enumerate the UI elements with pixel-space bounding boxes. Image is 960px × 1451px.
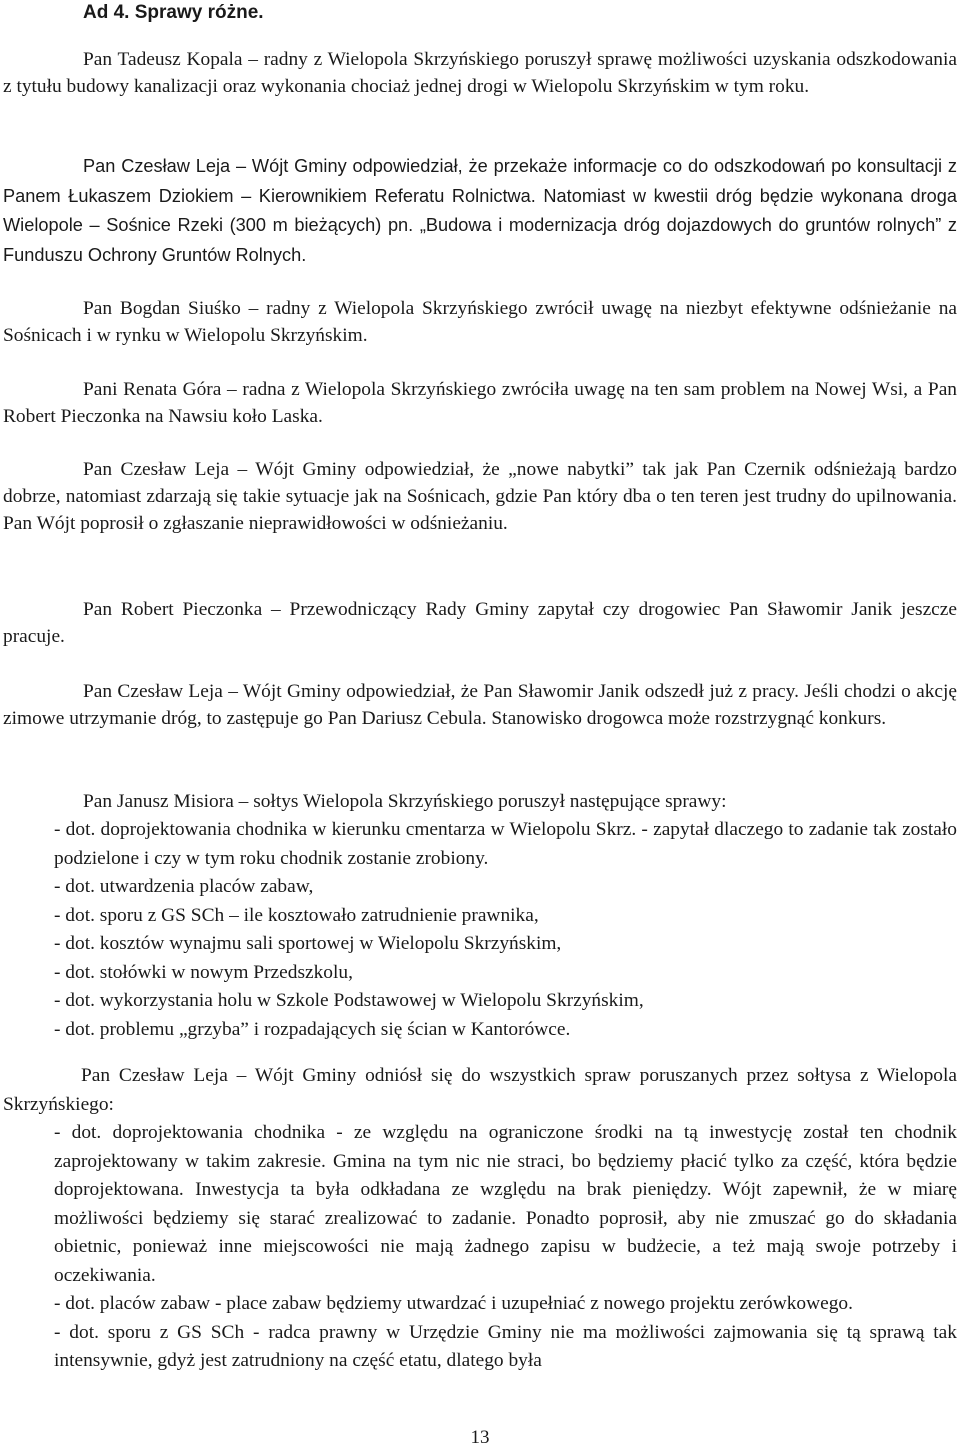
page-number: 13 (470, 1427, 490, 1448)
list-item: - dot. problemu „grzyba” i rozpadających się ścian w Kantorówce. (54, 1018, 571, 1040)
list-item: - dot. wykorzystania holu w Szkole Podstawowej w Wielopolu Skrzyńskim, (54, 990, 644, 1011)
section-heading: Ad 4. Sprawy różne. (83, 2, 264, 23)
list-item: - dot. kosztów wynajmu sali sportowej w Wielopolu Skrzyńskim, (54, 933, 562, 954)
paragraph-pieczonka: Pan Robert Pieczonka – Przewodniczący Rady Gminy zapytał czy drogowiec Pan Sławomir Janik jeszcze pracuje. (3, 599, 957, 648)
paragraph-leja-janik: Pan Czesław Leja – Wójt Gminy odpowiedział, że Pan Sławomir Janik odszedł już z pracy. Jeśli chodzi o akcję zimowe utrzymanie dróg, to zastępuje go Pan Dariusz Cebula. Stanowisko drogowca może rozstrzygnąć konkurs. (3, 681, 957, 730)
paragraph-leja-odszkodowania: Pan Czesław Leja – Wójt Gminy odpowiedział, że przekaże informacje co do odszkodowań po konsultacji z Panem Łukaszem Dziokiem – Kierownikiem Referatu Rolnictwa. Natomiast w kwestii dróg będzie wykonana droga Wielopole – Sośnice Rzeki (300 m bieżących) pn. „Budowa i modernizacja dróg dojazdowych do gruntów rolnych” z Funduszu Ochrony Gruntów Rolnych. (3, 156, 957, 265)
paragraph-misiora: Pan Janusz Misiora – sołtys Wielopola Skrzyńskiego poruszył następujące sprawy: (83, 791, 727, 812)
leja-responses-list (54, 1119, 957, 1376)
paragraph-siusko: Pan Bogdan Siuśko – radny z Wielopola Skrzyńskiego zwrócił uwagę na niezbyt efektywne odśnieżanie na Sośnicach i w rynku w Wielopolu Skrzyńskim. (3, 298, 957, 347)
paragraph-gora: Pani Renata Góra – radna z Wielopola Skrzyńskiego zwróciła uwagę na ten sam problem na Nowej Wsi, a Pan Robert Pieczonka na Nawsiu koło Laska. (3, 379, 957, 428)
list-item: - dot. utwardzenia placów zabaw, (54, 876, 314, 897)
list-item: - dot. sporu z GS SCh – ile kosztowało zatrudnienie prawnika, (54, 904, 539, 926)
list-item: - dot. doprojektowania chodnika - ze względu na ograniczone środki na tą inwestycję został ten chodnik zaprojektowany w takim zakresie. Gmina na tym nic nie straci, bo będziemy płacić tylko za część, która będzie doprojektowana. Inwestycja ta była odkładana ze względu na brak pieniędzy. Wójt zapewnił, że w miarę możliwości będziemy się starać zrealizować to zadanie. Ponadto poprosił, aby nie zmuszać go do składania obietnic, ponieważ inne miejscowości nie mają żadnego zapisu w budżecie, a też mają swoje potrzeby i oczekiwania. (54, 1122, 957, 1286)
list-item: - dot. stołówki w nowym Przedszkolu, (54, 961, 353, 983)
list-item: - dot. sporu z GS SCh - radca prawny w Urzędzie Gminy nie ma możliwości zajmowania się tą sprawą tak intensywnie, gdyż jest zatrudniony na część etatu, dlatego była (54, 1321, 957, 1371)
misiora-issues-list (54, 816, 957, 1044)
paragraph-leja-odsniezanie: Pan Czesław Leja – Wójt Gminy odpowiedział, że „nowe nabytki” tak jak Pan Czernik odśnieżają bardzo dobrze, natomiast zdarzają się takie sytuacje jak na Sośnicach, gdzie Pan który dba o ten teren jest trudny do upilnowania. Pan Wójt poprosił o zgłaszanie nieprawidłowości w odśnieżaniu. (3, 459, 957, 535)
list-item: - dot. placów zabaw - place zabaw będziemy utwardzać i uzupełniać z nowego projektu zerówkowego. (54, 1293, 853, 1314)
paragraph-kopala: Pan Tadeusz Kopala – radny z Wielopola Skrzyńskiego poruszył sprawę możliwości uzyskania odszkodowania z tytułu budowy kanalizacji oraz wykonania chociaż jednej drogi w Wielopolu Skrzyńskim w tym roku. (3, 49, 957, 98)
list-item: - dot. doprojektowania chodnika w kierunku cmentarza w Wielopolu Skrz. - zapytał dlaczego to zadanie tak zostało podzielone i czy w tym roku chodnik zostanie zrobiony. (54, 819, 957, 869)
paragraph-leja-odpowiedz: Pan Czesław Leja – Wójt Gminy odniósł się do wszystkich spraw poruszanych przez sołtysa z Wielopola Skrzyńskiego: (3, 1065, 957, 1115)
